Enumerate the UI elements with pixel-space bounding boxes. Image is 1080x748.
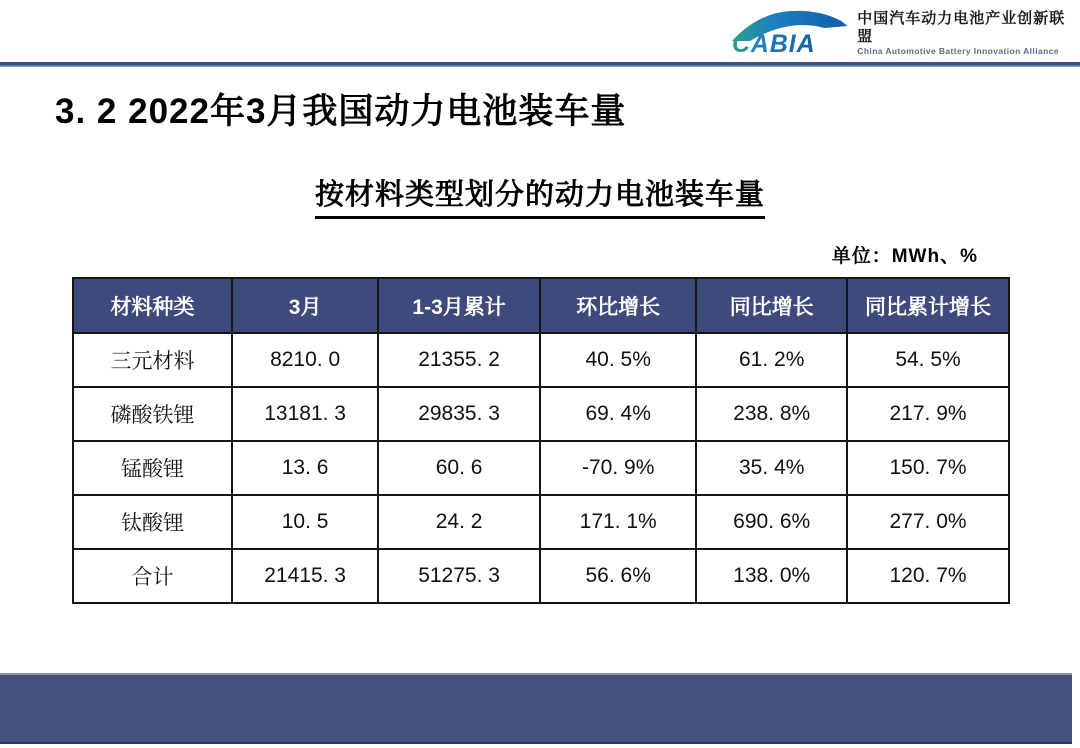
- value-cell: 54. 5%: [847, 333, 1009, 387]
- value-cell: 61. 2%: [696, 333, 847, 387]
- footer-bar: [0, 673, 1072, 744]
- value-cell: 13181. 3: [232, 387, 378, 441]
- header-separator: [0, 62, 1080, 67]
- material-name-cell: 合计: [73, 549, 232, 603]
- material-name-cell: 钛酸锂: [73, 495, 232, 549]
- subtitle-wrap: [0, 172, 1080, 219]
- material-name-cell: 三元材料: [73, 333, 232, 387]
- value-cell: 40. 5%: [540, 333, 696, 387]
- value-cell: 171. 1%: [540, 495, 696, 549]
- cabia-logo-icon: [728, 5, 849, 57]
- table-header-row: [73, 278, 1009, 333]
- org-name-en: China Automotive Battery Innovation Alliance: [857, 46, 1059, 56]
- logo-text: CABIA: [731, 30, 816, 57]
- value-cell: 60. 6: [378, 441, 540, 495]
- column-header: 1-3月累计: [378, 278, 540, 333]
- value-cell: 56. 6%: [540, 549, 696, 603]
- org-names: [857, 4, 1080, 57]
- value-cell: 24. 2: [378, 495, 540, 549]
- battery-table: [72, 277, 1010, 604]
- column-header: 环比增长: [540, 278, 696, 333]
- unit-label: 单位：MWh、%: [831, 246, 978, 267]
- header-bar: [0, 0, 1080, 62]
- value-cell: 21415. 3: [232, 549, 378, 603]
- table-row: [73, 495, 1009, 549]
- value-cell: 13. 6: [232, 441, 378, 495]
- column-header: 同比累计增长: [847, 278, 1009, 333]
- value-cell: -70. 9%: [540, 441, 696, 495]
- column-header: 3月: [232, 278, 378, 333]
- value-cell: 238. 8%: [696, 387, 847, 441]
- value-cell: 8210. 0: [232, 333, 378, 387]
- value-cell: 35. 4%: [696, 441, 847, 495]
- value-cell: 51275. 3: [378, 549, 540, 603]
- value-cell: 120. 7%: [847, 549, 1009, 603]
- value-cell: 277. 0%: [847, 495, 1009, 549]
- value-cell: 10. 5: [232, 495, 378, 549]
- value-cell: 138. 0%: [696, 549, 847, 603]
- value-cell: 29835. 3: [378, 387, 540, 441]
- org-name-zh: 中国汽车动力电池产业创新联盟: [857, 10, 1066, 45]
- material-name-cell: 锰酸锂: [73, 441, 232, 495]
- table-row: [73, 549, 1009, 603]
- page-title: 3. 2 2022年3月我国动力电池装车量: [55, 92, 627, 131]
- value-cell: 150. 7%: [847, 441, 1009, 495]
- brand: [728, 4, 1080, 57]
- table-title: 按材料类型划分的动力电池装车量: [315, 172, 765, 219]
- table-row: [73, 441, 1009, 495]
- material-name-cell: 磷酸铁锂: [73, 387, 232, 441]
- table-row: [73, 333, 1009, 387]
- column-header: 材料种类: [73, 278, 232, 333]
- value-cell: 690. 6%: [696, 495, 847, 549]
- column-header: 同比增长: [696, 278, 847, 333]
- table-row: [73, 387, 1009, 441]
- value-cell: 217. 9%: [847, 387, 1009, 441]
- value-cell: 21355. 2: [378, 333, 540, 387]
- value-cell: 69. 4%: [540, 387, 696, 441]
